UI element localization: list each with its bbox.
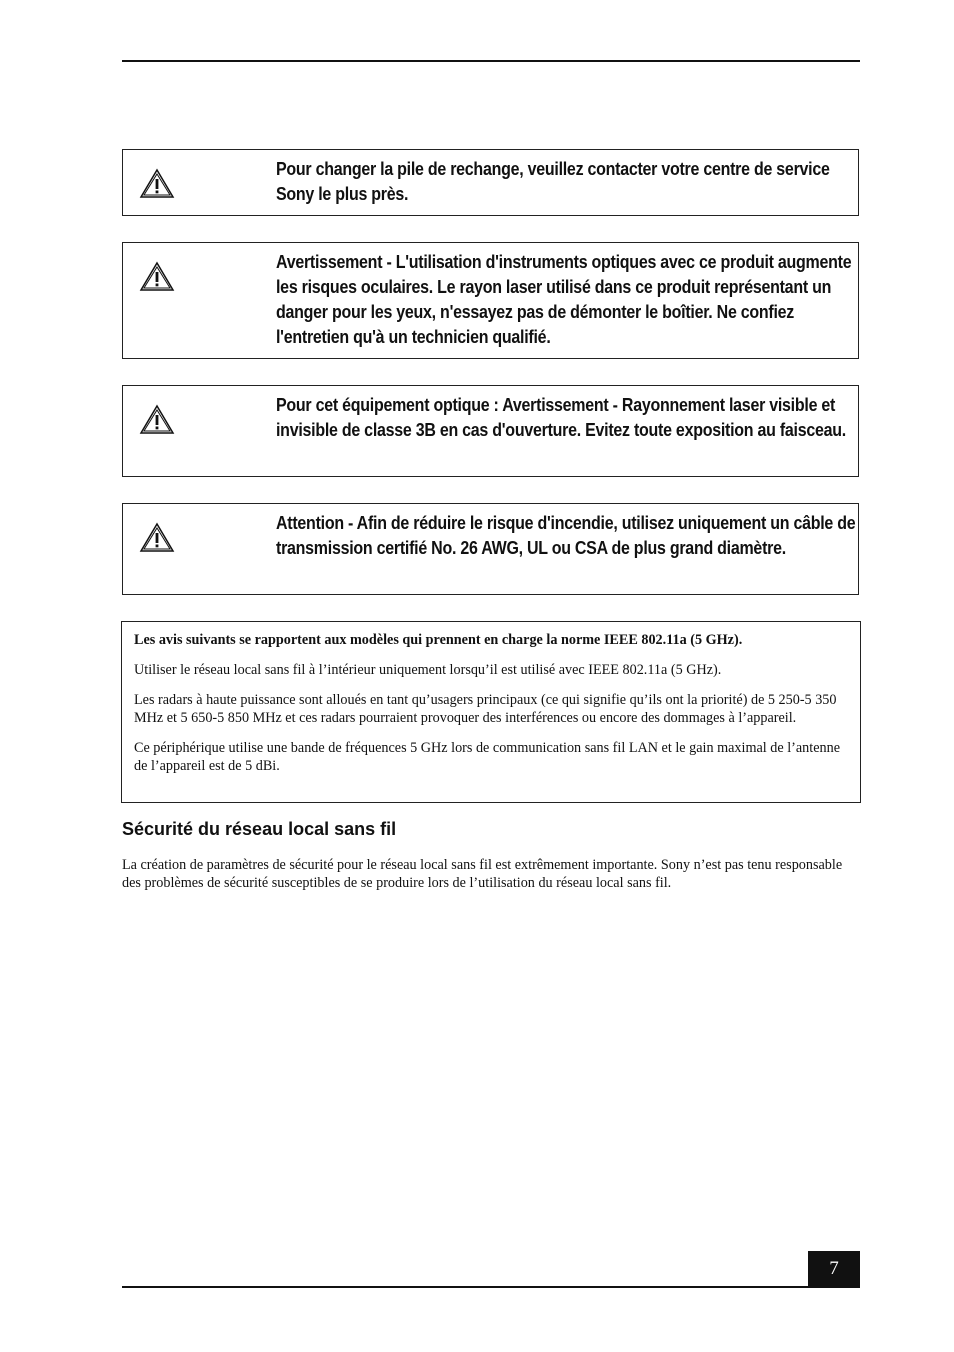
notice-intro: Les avis suivants se rapportent aux modèles qui prennent en charge la norme IEEE 802.11a (5 GHz). [134, 632, 743, 648]
warning-text: Pour cet équipement optique : Avertissement - Rayonnement laser visible et invisible de classe 3B en cas d'ouverture. Evitez toute exposition au faisceau. [276, 394, 846, 440]
warning-box-2 [122, 242, 859, 359]
warning-triangle-icon [139, 167, 175, 199]
section-body: La création de paramètres de sécurité pour le réseau local sans fil est extrêmement importante. Sony n’est pas tenu responsable des problèmes de sécurité susceptibles de se produire lors de l’utilisation du réseau local sans fil. [122, 857, 843, 891]
header-rule [122, 60, 860, 62]
wireless-notice-box [121, 621, 861, 803]
warning-text: Attention - Afin de réduire le risque d'incendie, utilisez uniquement un câble de transmission certifié No. 26 AWG, UL ou CSA de plus grand diamètre. [276, 512, 856, 558]
notice-paragraph: Les radars à haute puissance sont alloués en tant qu’usagers principaux (ce qui signifie qu’ils ont la priorité) de 5 250-5 350 MHz et 5 650-5 850 MHz et ces radars pourraient provoquer des interférences ou encore des dommages à l’appareil. [134, 692, 837, 726]
warning-box-1 [122, 149, 859, 216]
section-heading: Sécurité du réseau local sans fil [122, 819, 397, 839]
footer-rule [122, 1286, 860, 1288]
page-number: 7 [808, 1251, 860, 1287]
warning-triangle-icon [139, 521, 175, 553]
warning-text: Pour changer la pile de rechange, veuillez contacter votre centre de service Sony le plus près. [276, 158, 830, 204]
notice-paragraph: Ce périphérique utilise une bande de fréquences 5 GHz lors de communication sans fil LAN et le gain maximal de l’antenne de l’appareil est de 5 dBi. [134, 740, 840, 774]
warning-box-3 [122, 385, 859, 477]
warning-triangle-icon [139, 260, 175, 292]
notice-paragraph: Utiliser le réseau local sans fil à l’intérieur uniquement lorsqu’il est utilisé avec IEEE 802.11a (5 GHz). [134, 662, 722, 678]
warning-triangle-icon [139, 403, 175, 435]
warning-box-4 [122, 503, 859, 595]
warning-text: Avertissement - L'utilisation d'instruments optiques avec ce produit augmente les risques oculaires. Le rayon laser utilisé dans ce produit représentant un danger pour les yeux, n'essayez pas de démonter le boîtier. Ne confiez l'entretien qu'à un technicien qualifié. [276, 251, 852, 347]
